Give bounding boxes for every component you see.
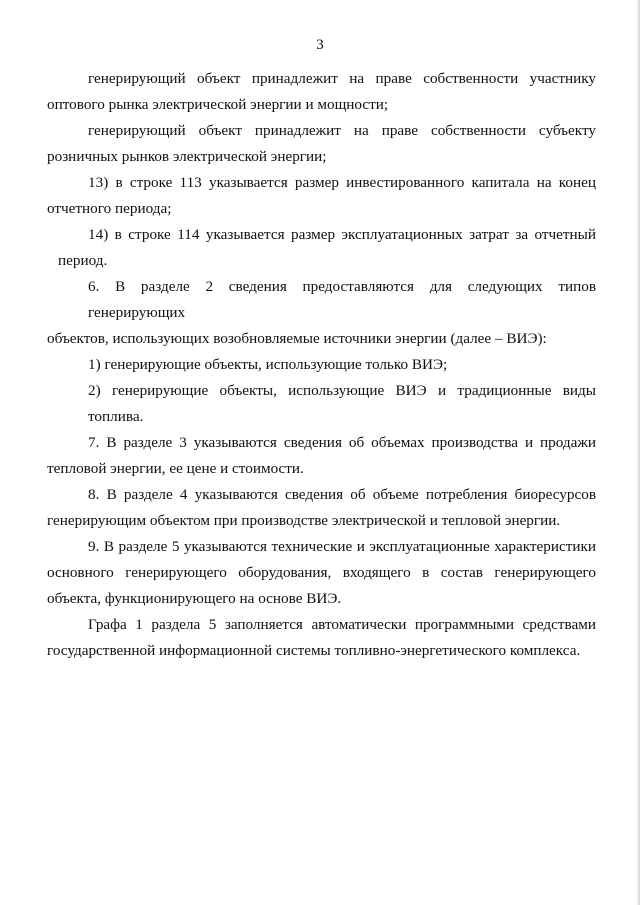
paragraph-item-13 (47, 170, 596, 222)
document-body (47, 66, 596, 664)
paragraph-column-1 (47, 612, 596, 664)
paragraph-item-6 (47, 274, 596, 352)
paragraph-item-14 (47, 222, 596, 274)
paragraph-item-6-1 (47, 352, 596, 378)
text-line: розничных рынков электрической энергии; (47, 148, 327, 165)
text-line: генерирующий объект принадлежит на праве собственности субъекту (88, 122, 596, 139)
text-line: 8. В разделе 4 указываются сведения об объеме потребления биоресурсов (88, 486, 596, 503)
text-line: 2) генерирующие объекты, использующие ВИЭ и традиционные виды топлива. (88, 382, 596, 425)
text-line: 9. В разделе 5 указываются технические и эксплуатационные характеристики (88, 538, 596, 555)
text-line: объекта, функционирующего на основе ВИЭ. (47, 590, 342, 607)
text-line: государственной информационной системы топливно-энергетического комплекса. (47, 642, 581, 659)
paragraph-gen-owner-retail (47, 118, 596, 170)
paragraph-item-9 (47, 534, 596, 612)
paragraph-item-6-2 (47, 378, 596, 430)
text-line: 13) в строке 113 указывается размер инвестированного капитала на конец (88, 174, 596, 191)
text-line: генерирующий объект принадлежит на праве собственности участнику (88, 70, 596, 87)
text-line: 7. В разделе 3 указываются сведения об объемах производства и продажи (88, 434, 596, 451)
text-line: 6. В разделе 2 сведения предоставляются для следующих типов генерирующих (88, 278, 596, 321)
text-line: оптового рынка электрической энергии и мощности; (47, 96, 389, 113)
text-line: генерирующим объектом при производстве электрической и тепловой энергии. (47, 512, 561, 529)
text-line: 1) генерирующие объекты, использующие только ВИЭ; (88, 356, 448, 373)
text-line: 14) в строке 114 указывается размер эксплуатационных затрат за отчетный (88, 226, 596, 243)
paragraph-gen-owner-wholesale (47, 66, 596, 118)
paragraph-item-8 (47, 482, 596, 534)
text-line: объектов, использующих возобновляемые источники энергии (далее – ВИЭ): (47, 330, 547, 347)
text-line: период. (58, 252, 108, 269)
page-number: 3 (316, 37, 324, 53)
text-line: отчетного периода; (47, 200, 172, 217)
text-line: основного генерирующего оборудования, входящего в состав генерирующего (47, 564, 596, 581)
page-edge-shadow (636, 0, 640, 905)
paragraph-item-7 (47, 430, 596, 482)
text-line: Графа 1 раздела 5 заполняется автоматически программными средствами (88, 616, 596, 633)
text-line: тепловой энергии, ее цене и стоимости. (47, 460, 304, 477)
